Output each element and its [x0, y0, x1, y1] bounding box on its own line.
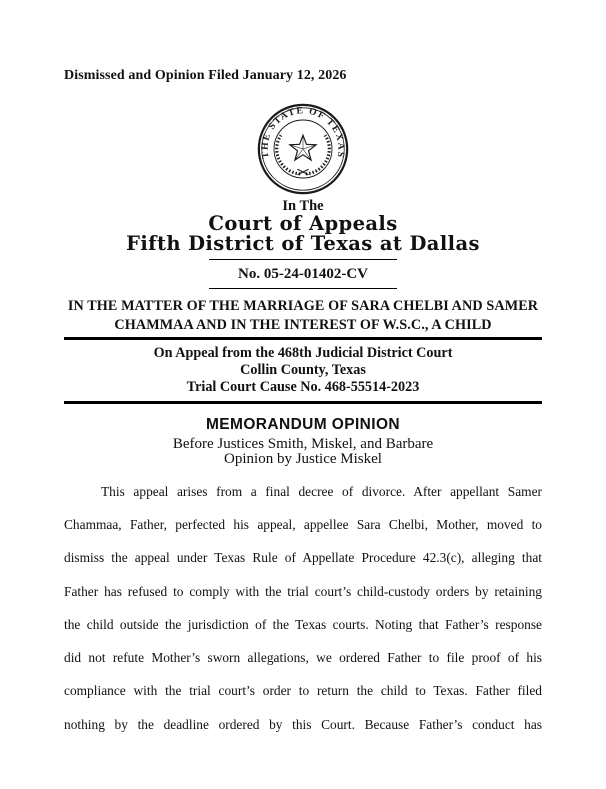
court-district: Fifth District of Texas at Dallas: [126, 232, 480, 255]
trial-court-cause-number: Trial Court Cause No. 468-55514-2023: [186, 379, 420, 396]
body-line: the child outside the jurisdiction of the Texas courts. Noting that Father’s response: [64, 616, 542, 632]
appeal-origin-block: [64, 337, 542, 404]
opinion-body: [64, 475, 542, 741]
opinion-author-line: Opinion by Justice Miskel: [224, 451, 382, 468]
body-line: dismiss the appeal under Texas Rule of Appellate Procedure 42.3(c), alleging that: [64, 550, 542, 566]
appellate-case-number: No. 05-24-01402-CV: [209, 259, 397, 289]
case-style-line-2: CHAMMAA AND IN THE INTEREST OF W.S.C., A CHILD: [114, 316, 492, 333]
texas-state-seal-icon: [257, 103, 349, 195]
body-line: compliance with the trial court’s order to return the child to Texas. Father filed: [64, 683, 542, 699]
case-style: [64, 297, 542, 334]
court-header-in-the: In The: [282, 198, 324, 214]
body-line: did not refute Mother’s sworn allegations, we ordered Father to file proof of his: [64, 650, 542, 666]
body-line: nothing by the deadline ordered by this Court. Because Father’s conduct has: [64, 716, 542, 732]
body-line: Chammaa, Father, perfected his appeal, appellee Sara Chelbi, Mother, moved to: [64, 516, 542, 532]
body-line: Father has refused to comply with the trial court’s child-custody orders by retaining: [64, 583, 542, 599]
appeal-origin-court: On Appeal from the 468th Judicial District Court: [153, 345, 453, 361]
body-line: This appeal arises from a final decree of divorce. After appellant Samer: [101, 483, 542, 499]
filed-notice: Dismissed and Opinion Filed January 12, 2026: [64, 68, 347, 83]
appeal-origin-county: Collin County, Texas: [240, 362, 366, 379]
seal-container: [64, 103, 542, 195]
memorandum-opinion-heading: MEMORANDUM OPINION: [205, 415, 401, 433]
panel-justices-line: Before Justices Smith, Miskel, and Barbare: [172, 435, 434, 452]
court-name: Court of Appeals: [208, 212, 398, 235]
svg-text:THE STATE OF TEXAS: THE STATE OF TEXAS: [259, 105, 347, 160]
case-style-line-1: IN THE MATTER OF THE MARRIAGE OF SARA CHELBI AND SAMER: [67, 298, 539, 314]
